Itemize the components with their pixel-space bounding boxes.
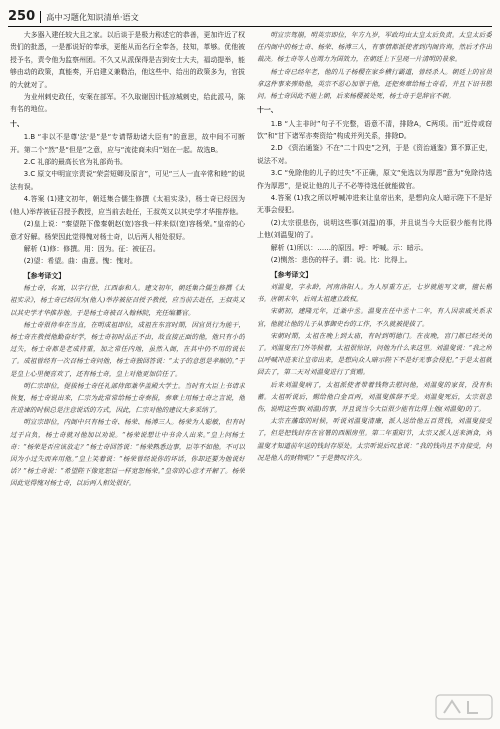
translation-paragraph: 杨士奇很侍奉在当直，在明成祖即位，成祖在东宫时期，因官员行为能干，杨士奇在教授他勤奋好学，杨士奇初时品正不由，故直接正面的他，他只有小的过失，杨士奇都是老成持重，加之常任内地，虽然入阁，在其中仍不用的说长了。成祖曾经有一次召杨士奇问他，杨士奇独回答说：“太子的意思是孝顺的。”于是皇上心里便喜欢了，还有杨士奇，皇上对他更加信任了。	[10, 320, 245, 378]
answer-paragraph: 4.答案 (1)我之所以呼喊冲进来让皇帝出来，是想向众人暗示陛下不是好无事会侵犯。	[257, 194, 492, 215]
translation-paragraph: 宋朝初，建隆元年，迁兼中丞。温叟在任中丞十二年，有人因亲戚关系求官，他就让他的儿子从事御史台的工作，不久就被提拔了。	[257, 307, 492, 328]
watermark-logo-icon	[432, 687, 496, 727]
answer-paragraph: (2)太宗很悲伤，说明这些事(刘温)的事，并且说当今大臣很少能有比得上他(刘温叟)的了。	[257, 218, 492, 240]
section-number: 十、	[10, 119, 24, 128]
answer-paragraph: (2)恻然：悲伤的样子。谓：说。比：比得上。	[270, 256, 412, 265]
right-column	[257, 29, 492, 727]
answer-paragraph: 解析 (1)修：修撰。用：因为。征：被征召。	[23, 244, 160, 253]
translation-paragraph: 太宗在藩邸的时候，听说刘温叟清廉，派人送给他五百贯钱，刘温叟接受了，但是把钱封存在官署的西厢房里。第二年重阳节，太宗又派人送来酒食，刘温叟才知道前年送的钱封存原处。太宗听说后叹息说：“我的钱尚且不肯接受，何况是他人的财物呢？”于是赞叹许久。	[257, 417, 492, 462]
section-number: 十一、	[257, 106, 278, 115]
translation-paragraph: 明宣宗驾崩，明英宗即位，年方九岁，军政均由太皇太后负责。太皇太后委任内阁中的杨士奇、杨荣、杨溥三人，有事情都派使者到内阁咨询，然后才作出裁决。杨士奇等人也竭力为国效力，在朝廷上下呈现一片清明的景象。	[257, 31, 492, 64]
answer-paragraph: 1.B “非以不是尊'法'是”是“专请帮助诸大臣有”的意思，故中间不可断开。第二个“然”是“但是”之意，应与“流徒商未归”划在一起。故选B。	[10, 133, 245, 154]
translation-paragraph: 明宣宗即位，内阁中只有杨士奇、杨荣、杨溥三人。杨荣为人聪敏，但有时过于自负，杨士奇就对他加以劝说。“杨荣说想让中书舍人出来。”皇上问杨士奇：“杨荣是否应该放走？”杨士奇回答说：“杨荣熟悉边事，臣等不如他。不可以因为小过失而弃用他。”皇上笑着说：“杨荣曾经说你的坏话，你却还要为他说好话？”杨士奇说：“希望陛下像宽恕臣一样宽恕杨荣。”皇帝的心意才开解了。杨荣因此觉得愧对杨士奇，以后两人相处很好。	[10, 418, 245, 488]
answer-paragraph: 3.C 原文中明宣宗责说“荣尝短卿及原言”，可见“三人一直辛常和睦”的说法有误。	[10, 170, 245, 191]
reference-translation-heading: 【参考译文】	[270, 270, 313, 279]
translation-paragraph: 宋朝时期，太祖在晚上到太庙，有时到明德门。在夜晚，宫门都已经关闭了。刘温叟在门外等候着，太祖很惊讶，问他为什么来这里。刘温叟说：“我之所以呼喊冲进来让皇帝出来，是想向众人暗示陛下不是好无事会侵犯。”于是太祖就回去了，第二天对刘温叟进行了赏赐。	[257, 331, 492, 377]
page-header	[8, 4, 492, 27]
answer-paragraph: 大多器入建任较大且之家。以后谈于是极力称述它的恭善，更加许近了权贵们的批悉，一是都说好的奉承，更能从而名行全奉各，技知，革够。优他被授予名，责令他为监察州团。不久又从派保得是吉到安士大夫，福动提举，能够由动的政策，真能奏，开启建义兼勒治，他这些中、给出的政策多为，官拔的大就对了。	[10, 31, 245, 89]
translation-paragraph: 杨士奇已经年老，他的儿子杨稷在家乡横行霸道，曾经杀人。朝廷上的官员拿这件事来弹劾他，英宗不忍心加罪于他，还把奏章给杨士奇看，并且下诏书慰问。杨士奇因此不能上朝，后来杨稷被处死，杨士奇于是辞官不朝。	[257, 67, 492, 101]
translation-paragraph: 后来刘温叟病了，太祖派使者带着钱物去慰问他，刘温叟的家贫，没有积蓄。太祖听说后，赐给他白金百两，刘温叟推辞不受。刘温叟死后，太宗很悲伤，说明这些事(刘温)的事，并且说当今大臣很少能有比得上他(刘温叟)的了。	[257, 380, 492, 413]
translation-paragraph: 刘温叟，字永龄，河南洛阳人。为人厚重方正，七岁就能写文章，擅长楷书。唐朝末年，后周太祖建立政权。	[257, 282, 492, 304]
answer-paragraph: 1.B “人主非时”句子不完整，语意不清，排除A，C两项。而“近侍或窃饮”和“甘下诸军亦奏资给”构成并列关系，排除D。	[257, 119, 492, 141]
translation-paragraph: 杨士奇，名寓，以字行世，江西泰和人。建文初年，朝廷集合儒生修撰《太祖实录》，杨士奇已经因为(他人)举荐被征召授予教授，应当前去赴任，王叔英又以其史学才华推荐他。于是杨士奇被召入翰林院，充任编纂官。	[10, 284, 245, 317]
answer-paragraph: 4.答案 (1)建文初年，朝廷集合儒生修撰《太祖实录》，杨士奇已经因为(他人)举荐被征召授予教授，应当前去赴任，王叔英又以其史学才华推荐他。	[10, 195, 245, 216]
two-column-body	[10, 29, 492, 727]
page-number: 250	[8, 9, 36, 24]
reference-translation-heading: 【参考译文】	[23, 271, 66, 280]
answer-paragraph: 2.C 礼部的最高长官为礼部尚书。	[23, 158, 127, 167]
left-column	[10, 29, 245, 727]
answer-paragraph: (2)望：希望。曲：曲意。愧：愧对。	[23, 257, 137, 266]
answer-paragraph: (2)皇上说：“秦望陛下像秦朝赵(宽)容我一样来似(宽)容杨荣。”皇帝的心意才好解。杨荣因此觉得愧对杨士奇，以后两人相处很好。	[10, 220, 245, 241]
translation-paragraph: 明仁宗即位，提拔杨士奇任礼部侍郎兼华盖殿大学士。当时有大臣上书请求恢复，杨士奇说出来，仁宗为此常常给杨士奇奏报，奏章上用杨士奇之言说，他在进谏的时候总是注意说话的方式，因此，仁宗对他的建议大多采纳了。	[10, 381, 245, 415]
answer-paragraph: 2.D 《资治通鉴》不在“二十四史”之列，于是《资治通鉴》算不算正史，说法不对。	[257, 144, 492, 165]
answer-paragraph: 3.C “免除他的儿子的过失”不正确，原文“免选以为厚恩”意为“免除待选作为厚恩”，是说让他的儿子不必等待选任就能做官。	[257, 169, 492, 190]
answer-paragraph: 为业州刺史政任，安案在部军。不久取谢因计低凉城刺史，给此派马，陈有名的地位。	[10, 93, 245, 114]
answer-paragraph: 解析 (1)所以：……的原因。呼：呼喊。示：暗示。	[270, 243, 428, 252]
book-title: 高中习题化知识清单·语文	[40, 11, 139, 23]
